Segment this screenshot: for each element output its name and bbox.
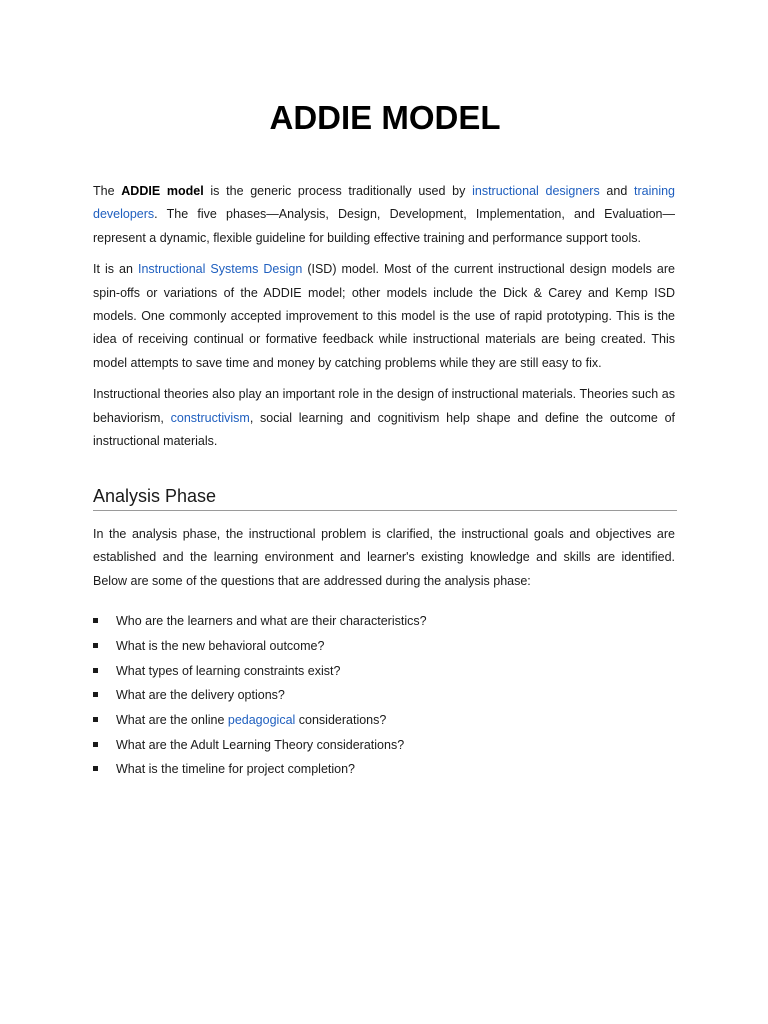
- section-heading-analysis-phase: Analysis Phase: [93, 483, 677, 511]
- text-run: Instructional theories also play an important role in the design of instructional materials. Theories such as behaviorism,: [93, 387, 675, 425]
- list-item-text: What types of learning constraints exist?: [116, 663, 341, 678]
- link-constructivism[interactable]: constructivism: [170, 410, 250, 425]
- intro-paragraph-2: [93, 258, 675, 375]
- list-item-text: What are the Adult Learning Theory considerations?: [116, 737, 405, 752]
- list-item: [93, 733, 677, 758]
- square-bullet-icon: [93, 766, 98, 771]
- bold-term-addie-model: ADDIE model: [121, 184, 204, 198]
- square-bullet-icon: [93, 618, 98, 623]
- list-item: [93, 634, 677, 659]
- text-run: . The five phases—Analysis, Design, Development, Implementation, and Evaluation—represent a dynamic, flexible guideline for building effective training and performance support tools.: [93, 207, 675, 245]
- list-item: [93, 757, 677, 782]
- intro-paragraph-1: [93, 180, 675, 250]
- link-training-developers[interactable]: training developers: [93, 184, 675, 222]
- list-item: [93, 659, 677, 684]
- square-bullet-icon: [93, 692, 98, 697]
- text-run: is the generic process traditionally used by: [203, 184, 473, 198]
- analysis-question-list: [93, 609, 677, 782]
- list-item-text: What is the new behavioral outcome?: [116, 638, 325, 653]
- square-bullet-icon: [93, 717, 98, 722]
- text-run: , social learning and cognitivism help shape and define the outcome of instructional materials.: [93, 410, 675, 449]
- square-bullet-icon: [93, 668, 98, 673]
- square-bullet-icon: [93, 643, 98, 648]
- list-item: [93, 683, 677, 708]
- list-item-text: What are the online: [116, 713, 228, 728]
- link-pedagogical[interactable]: pedagogical: [227, 713, 296, 728]
- text-run: (ISD) model. Most of the current instructional design models are spin-offs or variations of the ADDIE model; other models include the Dick & Carey and Kemp ISD models. One commonly accepted improvement to this model is the use of rapid prototyping. This is the idea of receiving continual or formative feedback while instructional materials are being created. This model attempts to save time and money by catching problems while they are still easy to fix.: [93, 262, 675, 370]
- text-run: and: [599, 184, 634, 198]
- intro-section: [93, 180, 675, 461]
- list-item-text: Who are the learners and what are their characteristics?: [116, 614, 427, 629]
- link-instructional-systems-design[interactable]: Instructional Systems Design: [137, 262, 303, 277]
- text-run: It is an: [93, 262, 138, 277]
- text-run: The: [93, 184, 122, 198]
- list-item: [93, 609, 677, 634]
- link-instructional-designers[interactable]: instructional designers: [472, 184, 600, 198]
- list-item-text: What is the timeline for project completion?: [116, 762, 355, 777]
- analysis-phase-section: [93, 483, 677, 782]
- list-item-text: considerations?: [295, 713, 387, 728]
- analysis-paragraph: In the analysis phase, the instructional problem is clarified, the instructional goals and objectives are established and the learning environment and learner's existing knowledge and skills are identified. Below are some of the questions that are addressed during the analysis phase:: [93, 527, 675, 588]
- intro-paragraph-3: [93, 383, 675, 453]
- list-item-text: What are the delivery options?: [116, 688, 285, 703]
- square-bullet-icon: [93, 742, 98, 747]
- page-title: ADDIE MODEL: [269, 99, 501, 136]
- list-item: [93, 708, 677, 733]
